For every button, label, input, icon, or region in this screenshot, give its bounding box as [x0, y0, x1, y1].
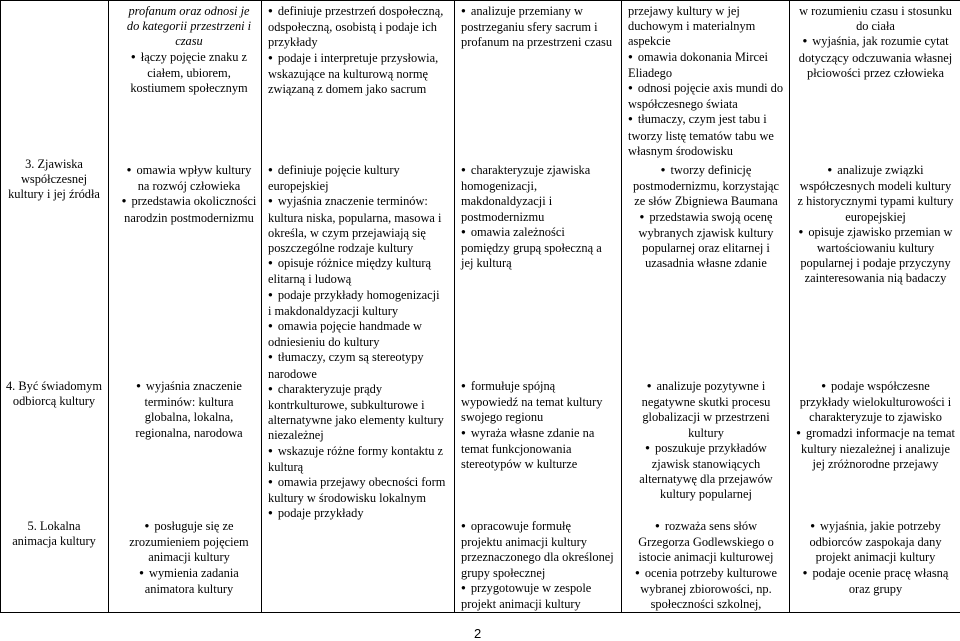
cell-block	[268, 4, 446, 97]
column-excellent	[790, 1, 960, 613]
list-item: ● charakteryzuje zjawiska homogenizacji, makdonaldyzacji i postmodernizmu	[461, 163, 615, 225]
list-item: ● posługuje się ze zrozumieniem pojęciem animacji kultury	[121, 519, 257, 566]
list-item: ● tłumaczy, czym są stereotypy narodowe	[268, 350, 446, 381]
list-item: ● omawia dokonania Mircei Eliadego	[628, 50, 784, 81]
list-item: ● opracowuje formułę projektu animacji kultury przeznaczonego dla określonej grupy społecznej	[461, 519, 615, 581]
table-row	[1, 1, 960, 613]
list-item: ● przygotowuje w zespole projekt animacji kultury	[461, 581, 615, 612]
list-item: ● łączy pojęcie znaku z ciałem, ubiorem, kostiumem społecznym	[121, 50, 257, 97]
section-label-4: 4. Być świadomym odbiorcą kultury	[5, 379, 103, 409]
list-item: ● analizuje pozytywne i negatywne skutki procesu globalizacji w przestrzeni kultury	[628, 379, 784, 441]
cell-block	[121, 379, 257, 441]
list-item: ● definiuje przestrzeń dospołeczną, odspołeczną, osobistą i podaje ich przykłady	[268, 4, 446, 51]
list-item: ● wyraża własne zdanie na temat funkcjonowania stereotypów w kulturze	[461, 426, 615, 473]
list-item: ● wyjaśnia, jakie potrzeby odbiorców zaspokaja dany projekt animacji kultury	[796, 519, 955, 566]
list-item: ● podaje przykłady	[268, 506, 446, 522]
list-item: ● rozważa sens słów Grzegorza Godlewskiego o istocie animacji kulturowej	[628, 519, 784, 566]
list-item: ● charakteryzuje prądy kontrkulturowe, subkulturowe i alternatywne jako elementy kultury niezależnej	[268, 382, 446, 444]
list-item: ● tłumaczy, czym jest tabu i tworzy listę tematów tabu we własnym środowisku	[628, 112, 784, 159]
list-item: ● opisuje różnice między kulturą elitarną i ludową	[268, 256, 446, 287]
list-item: ● omawia wpływ kultury na rozwój człowieka	[121, 163, 257, 194]
list-item: ● wyjaśnia znaczenie terminów: kultura globalna, lokalna, regionalna, narodowa	[121, 379, 257, 441]
list-item: ● poszukuje przykładów zjawisk stanowiących alternatywę dla przejawów kultury popularnej	[628, 441, 784, 503]
cell-block	[121, 519, 257, 597]
page-number: 2	[474, 626, 482, 641]
cell-block	[461, 379, 615, 472]
cell-block	[268, 163, 446, 523]
list-item: przejawy kultury w jej duchowym i materialnym aspekcie	[628, 4, 756, 49]
list-item: ● gromadzi informacje na temat kultury niezależnej i analizuje jej zróżnorodne przejawy	[796, 426, 955, 473]
section-label-column	[1, 1, 109, 613]
list-item: ● definiuje pojęcie kultury europejskiej	[268, 163, 446, 194]
list-item: ● podaje ocenie pracę własną oraz grupy	[796, 566, 955, 597]
list-item: ● przedstawia swoją ocenę wybranych zjawisk kultury popularnej oraz elitarnej i uzasadnia własne zdanie	[628, 210, 784, 272]
list-item: profanum oraz odnosi je do kategorii przestrzeni i czasu	[126, 4, 252, 49]
cell-block	[628, 4, 784, 159]
cell-block	[796, 4, 955, 81]
section-label-3: 3. Zjawiska współczesnej kultury i jej źródła	[8, 157, 100, 202]
list-item: w rozumieniu czasu i stosunku do ciała	[799, 4, 952, 34]
list-item: ● analizuje przemiany w postrzeganiu sfery sacrum i profanum na przestrzeni czasu	[461, 4, 615, 51]
list-item: ● analizuje związki współczesnych modeli kultury z historycznymi typami kultury europejskiej	[796, 163, 955, 225]
list-item: ● formułuje spójną wypowiedź na temat kultury swojego regionu	[461, 379, 615, 426]
cell-block	[121, 4, 257, 96]
list-item: ● podaje współczesne przykłady wielokulturowości i charakteryzuje to zjawisko	[796, 379, 955, 426]
column-advanced	[455, 1, 622, 613]
list-item: ● wskazuje różne formy kontaktu z kulturą	[268, 444, 446, 475]
list-item: ● omawia przejawy obecności form kultury w środowisku lokalnym	[268, 475, 446, 506]
cell-block	[628, 519, 784, 612]
list-item: ● ocenia potrzeby kulturowe wybranej zbiorowości, np. społeczności szkolnej,	[628, 566, 784, 613]
cell-block	[461, 519, 615, 612]
list-item: ● wyjaśnia znaczenie terminów: kultura niska, popularna, masowa i określa, w czym przejawiają się poszczególne rodzaje kultury	[268, 194, 446, 256]
list-item: ● podaje i interpretuje przysłowia, wskazujące na kulturową normę związaną z domem jako sacrum	[268, 51, 446, 98]
cell-block	[796, 519, 955, 597]
cell-block	[628, 163, 784, 271]
cell-block	[796, 163, 955, 287]
list-item: ● wyjaśnia, jak rozumie cytat dotyczący odczuwania własnej płciowości przez człowieka	[796, 34, 955, 81]
list-item: ● opisuje zjawisko przemian w wartościowaniu kultury popularnej i podaje przyczyny zainteresowania nią badaczy	[796, 225, 955, 287]
list-item: ● przedstawia okoliczności narodzin postmodernizmu	[121, 194, 257, 225]
list-item: ● tworzy definicję postmodernizmu, korzystając ze słów Zbigniewa Baumana	[628, 163, 784, 210]
column-full	[622, 1, 790, 613]
cell-block	[461, 4, 615, 51]
cell-block	[121, 163, 257, 226]
list-item: ● wymienia zadania animatora kultury	[121, 566, 257, 597]
section-label-5: 5. Lokalna animacja kultury	[12, 519, 96, 549]
list-item: ● odnosi pojęcie axis mundi do współczesnego świata	[628, 81, 784, 112]
list-item: ● omawia pojęcie handmade w odniesieniu do kultury	[268, 319, 446, 350]
list-item: ● omawia zależności pomiędzy grupą społeczną a jej kulturą	[461, 225, 615, 272]
cell-block	[628, 379, 784, 503]
cell-block	[461, 163, 615, 271]
list-item: ● podaje przykłady homogenizacji i makdonaldyzacji kultury	[268, 288, 446, 319]
column-extended	[262, 1, 455, 613]
cell-block	[796, 379, 955, 472]
column-basic	[109, 1, 262, 613]
